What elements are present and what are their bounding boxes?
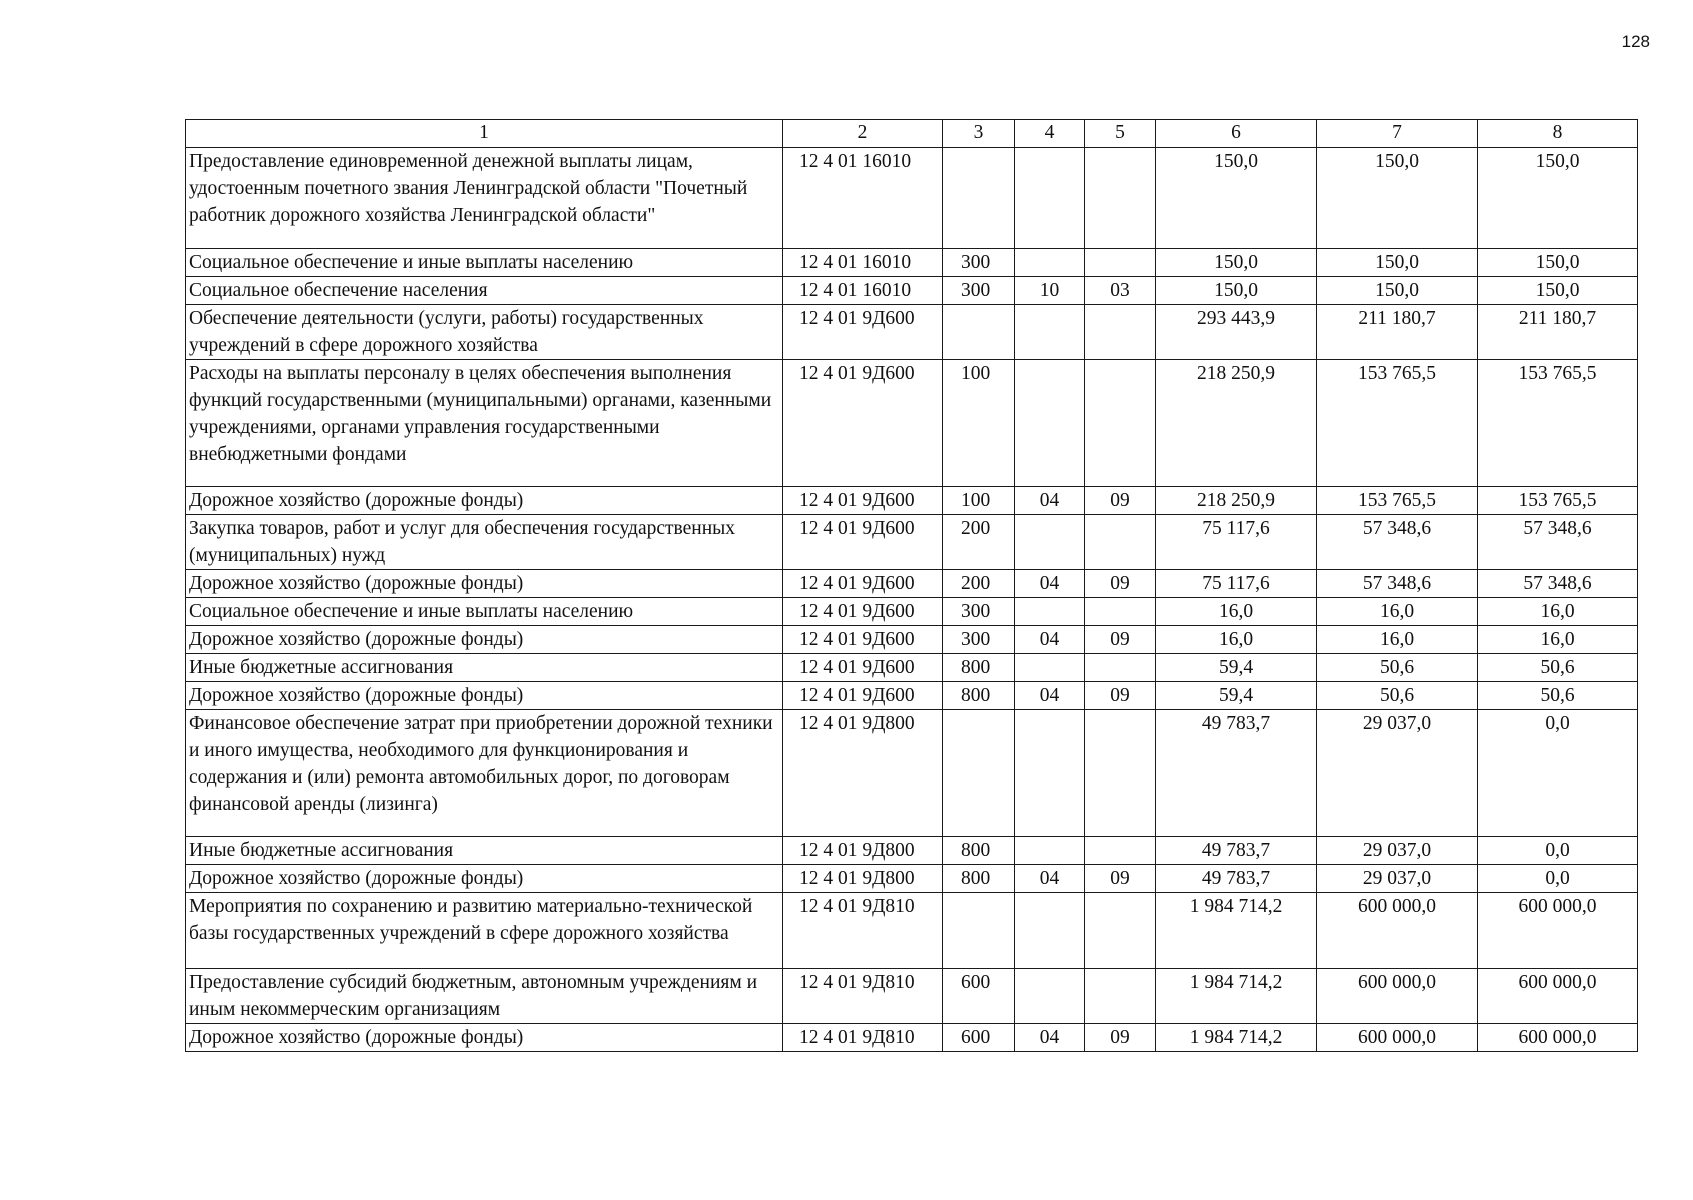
table-row	[186, 305, 1638, 360]
row-expense-type-cell: 600	[943, 1024, 1015, 1052]
row-section-cell: 04	[1015, 570, 1085, 598]
row-value-7-cell: 16,0	[1317, 626, 1478, 654]
row-value-6-cell: 49 783,7	[1156, 865, 1317, 893]
row-name-cell: Иные бюджетные ассигнования	[186, 654, 783, 682]
row-value-8-cell: 600 000,0	[1478, 1024, 1638, 1052]
row-name-cell: Социальное обеспечение и иные выплаты населению	[186, 598, 783, 626]
table-row	[186, 487, 1638, 515]
row-value-6-cell: 49 783,7	[1156, 710, 1317, 837]
row-subsection-cell	[1085, 598, 1156, 626]
table-row	[186, 682, 1638, 710]
row-subsection-cell: 09	[1085, 1024, 1156, 1052]
row-value-7-cell: 57 348,6	[1317, 515, 1478, 570]
header-cell-2: 2	[783, 120, 943, 148]
table-row	[186, 249, 1638, 277]
row-value-8-cell: 0,0	[1478, 837, 1638, 865]
row-subsection-cell: 09	[1085, 626, 1156, 654]
row-subsection-cell	[1085, 837, 1156, 865]
row-value-7-cell: 29 037,0	[1317, 837, 1478, 865]
row-name-cell: Обеспечение деятельности (услуги, работы) государственных учреждений в сфере дорожного хозяйства	[186, 305, 783, 360]
row-name-cell: Мероприятия по сохранению и развитию материально-технической базы государственных учреждений в сфере дорожного хозяйства	[186, 893, 783, 969]
row-code-cell: 12 4 01 16010	[783, 277, 943, 305]
row-value-6-cell: 49 783,7	[1156, 837, 1317, 865]
header-cell-5: 5	[1085, 120, 1156, 148]
row-value-8-cell: 57 348,6	[1478, 570, 1638, 598]
row-code-cell: 12 4 01 9Д810	[783, 1024, 943, 1052]
row-value-7-cell: 16,0	[1317, 598, 1478, 626]
row-value-8-cell: 57 348,6	[1478, 515, 1638, 570]
header-cell-4: 4	[1015, 120, 1085, 148]
row-expense-type-cell: 300	[943, 277, 1015, 305]
row-value-7-cell: 600 000,0	[1317, 969, 1478, 1024]
row-value-7-cell: 150,0	[1317, 148, 1478, 249]
header-cell-6: 6	[1156, 120, 1317, 148]
row-expense-type-cell: 600	[943, 969, 1015, 1024]
row-section-cell	[1015, 837, 1085, 865]
row-value-8-cell: 150,0	[1478, 277, 1638, 305]
row-section-cell: 04	[1015, 626, 1085, 654]
row-name-cell: Дорожное хозяйство (дорожные фонды)	[186, 626, 783, 654]
row-value-7-cell: 600 000,0	[1317, 1024, 1478, 1052]
row-expense-type-cell: 200	[943, 515, 1015, 570]
row-subsection-cell	[1085, 893, 1156, 969]
row-value-6-cell: 59,4	[1156, 682, 1317, 710]
row-name-cell: Дорожное хозяйство (дорожные фонды)	[186, 682, 783, 710]
row-value-8-cell: 0,0	[1478, 865, 1638, 893]
row-value-7-cell: 211 180,7	[1317, 305, 1478, 360]
row-code-cell: 12 4 01 9Д600	[783, 570, 943, 598]
row-expense-type-cell: 300	[943, 626, 1015, 654]
table-row	[186, 515, 1638, 570]
row-subsection-cell	[1085, 515, 1156, 570]
row-value-8-cell: 16,0	[1478, 598, 1638, 626]
row-expense-type-cell: 300	[943, 598, 1015, 626]
row-section-cell	[1015, 893, 1085, 969]
row-code-cell: 12 4 01 9Д800	[783, 865, 943, 893]
row-value-8-cell: 600 000,0	[1478, 893, 1638, 969]
budget-table	[185, 119, 1638, 1052]
row-code-cell: 12 4 01 16010	[783, 148, 943, 249]
row-code-cell: 12 4 01 9Д800	[783, 837, 943, 865]
row-subsection-cell: 03	[1085, 277, 1156, 305]
row-value-7-cell: 29 037,0	[1317, 865, 1478, 893]
row-expense-type-cell: 800	[943, 654, 1015, 682]
row-subsection-cell	[1085, 148, 1156, 249]
row-value-7-cell: 29 037,0	[1317, 710, 1478, 837]
row-value-8-cell: 211 180,7	[1478, 305, 1638, 360]
row-subsection-cell: 09	[1085, 682, 1156, 710]
table-row	[186, 1024, 1638, 1052]
page-number: 128	[1621, 32, 1650, 51]
row-expense-type-cell: 800	[943, 865, 1015, 893]
row-code-cell: 12 4 01 9Д600	[783, 515, 943, 570]
row-value-8-cell: 150,0	[1478, 249, 1638, 277]
row-name-cell: Закупка товаров, работ и услуг для обеспечения государственных (муниципальных) нужд	[186, 515, 783, 570]
table-row	[186, 837, 1638, 865]
row-expense-type-cell	[943, 305, 1015, 360]
row-code-cell: 12 4 01 9Д600	[783, 305, 943, 360]
row-value-6-cell: 59,4	[1156, 654, 1317, 682]
row-name-cell: Предоставление субсидий бюджетным, автономным учреждениям и иным некоммерческим организациям	[186, 969, 783, 1024]
row-value-6-cell: 150,0	[1156, 148, 1317, 249]
row-expense-type-cell: 100	[943, 360, 1015, 487]
row-code-cell: 12 4 01 9Д600	[783, 360, 943, 487]
table-row	[186, 277, 1638, 305]
row-code-cell: 12 4 01 9Д800	[783, 710, 943, 837]
row-expense-type-cell: 100	[943, 487, 1015, 515]
row-value-6-cell: 1 984 714,2	[1156, 893, 1317, 969]
row-expense-type-cell	[943, 710, 1015, 837]
row-value-8-cell: 600 000,0	[1478, 969, 1638, 1024]
row-value-7-cell: 50,6	[1317, 654, 1478, 682]
row-code-cell: 12 4 01 9Д600	[783, 654, 943, 682]
row-value-7-cell: 153 765,5	[1317, 487, 1478, 515]
row-section-cell: 04	[1015, 865, 1085, 893]
row-section-cell: 04	[1015, 1024, 1085, 1052]
row-value-6-cell: 1 984 714,2	[1156, 1024, 1317, 1052]
row-subsection-cell: 09	[1085, 865, 1156, 893]
row-section-cell	[1015, 305, 1085, 360]
row-expense-type-cell: 800	[943, 837, 1015, 865]
row-name-cell: Дорожное хозяйство (дорожные фонды)	[186, 1024, 783, 1052]
table-row	[186, 626, 1638, 654]
row-value-6-cell: 75 117,6	[1156, 570, 1317, 598]
row-value-7-cell: 153 765,5	[1317, 360, 1478, 487]
row-value-8-cell: 50,6	[1478, 682, 1638, 710]
table-row	[186, 654, 1638, 682]
row-value-7-cell: 50,6	[1317, 682, 1478, 710]
row-value-6-cell: 75 117,6	[1156, 515, 1317, 570]
table-row	[186, 360, 1638, 487]
table-row	[186, 710, 1638, 837]
header-cell-3: 3	[943, 120, 1015, 148]
row-name-cell: Расходы на выплаты персоналу в целях обеспечения выполнения функций государственными (муниципальными) органами, казенными учреждениями, органами управления государственными внебюджетными фондами	[186, 360, 783, 487]
row-code-cell: 12 4 01 9Д600	[783, 682, 943, 710]
table-row	[186, 148, 1638, 249]
table-row	[186, 598, 1638, 626]
row-value-8-cell: 50,6	[1478, 654, 1638, 682]
row-value-8-cell: 150,0	[1478, 148, 1638, 249]
row-subsection-cell: 09	[1085, 570, 1156, 598]
row-value-8-cell: 153 765,5	[1478, 360, 1638, 487]
row-subsection-cell	[1085, 360, 1156, 487]
row-section-cell	[1015, 598, 1085, 626]
row-expense-type-cell: 200	[943, 570, 1015, 598]
row-value-6-cell: 150,0	[1156, 249, 1317, 277]
row-value-6-cell: 1 984 714,2	[1156, 969, 1317, 1024]
row-subsection-cell	[1085, 710, 1156, 837]
header-cell-7: 7	[1317, 120, 1478, 148]
row-name-cell: Дорожное хозяйство (дорожные фонды)	[186, 570, 783, 598]
row-subsection-cell	[1085, 305, 1156, 360]
table-row	[186, 865, 1638, 893]
header-cell-8: 8	[1478, 120, 1638, 148]
row-value-7-cell: 150,0	[1317, 249, 1478, 277]
row-name-cell: Дорожное хозяйство (дорожные фонды)	[186, 865, 783, 893]
table-row	[186, 570, 1638, 598]
row-code-cell: 12 4 01 9Д600	[783, 598, 943, 626]
row-subsection-cell: 09	[1085, 487, 1156, 515]
row-value-8-cell: 16,0	[1478, 626, 1638, 654]
row-section-cell: 04	[1015, 682, 1085, 710]
row-value-8-cell: 0,0	[1478, 710, 1638, 837]
row-expense-type-cell: 300	[943, 249, 1015, 277]
row-section-cell	[1015, 969, 1085, 1024]
row-value-7-cell: 150,0	[1317, 277, 1478, 305]
row-value-6-cell: 218 250,9	[1156, 360, 1317, 487]
row-code-cell: 12 4 01 9Д810	[783, 893, 943, 969]
row-section-cell	[1015, 249, 1085, 277]
row-code-cell: 12 4 01 9Д810	[783, 969, 943, 1024]
row-section-cell	[1015, 515, 1085, 570]
row-name-cell: Предоставление единовременной денежной выплаты лицам, удостоенным почетного звания Ленинградской области "Почетный работник дорожного хозяйства Ленинградской области"	[186, 148, 783, 249]
row-section-cell	[1015, 710, 1085, 837]
row-expense-type-cell	[943, 893, 1015, 969]
row-value-6-cell: 16,0	[1156, 598, 1317, 626]
row-name-cell: Дорожное хозяйство (дорожные фонды)	[186, 487, 783, 515]
row-value-7-cell: 57 348,6	[1317, 570, 1478, 598]
row-name-cell: Социальное обеспечение и иные выплаты населению	[186, 249, 783, 277]
row-expense-type-cell: 800	[943, 682, 1015, 710]
row-subsection-cell	[1085, 969, 1156, 1024]
table-row	[186, 893, 1638, 969]
header-cell-1: 1	[186, 120, 783, 148]
row-subsection-cell	[1085, 249, 1156, 277]
row-section-cell: 04	[1015, 487, 1085, 515]
row-name-cell: Социальное обеспечение населения	[186, 277, 783, 305]
row-section-cell	[1015, 654, 1085, 682]
row-code-cell: 12 4 01 9Д600	[783, 626, 943, 654]
row-value-6-cell: 16,0	[1156, 626, 1317, 654]
row-subsection-cell	[1085, 654, 1156, 682]
row-value-6-cell: 150,0	[1156, 277, 1317, 305]
row-section-cell	[1015, 148, 1085, 249]
row-code-cell: 12 4 01 16010	[783, 249, 943, 277]
table-header-row	[186, 120, 1638, 148]
row-name-cell: Финансовое обеспечение затрат при приобретении дорожной техники и иного имущества, необходимого для функционирования и содержания и (или) ремонта автомобильных дорог, по договорам финансовой аренды (лизинга)	[186, 710, 783, 837]
row-value-6-cell: 293 443,9	[1156, 305, 1317, 360]
row-section-cell: 10	[1015, 277, 1085, 305]
row-value-7-cell: 600 000,0	[1317, 893, 1478, 969]
row-expense-type-cell	[943, 148, 1015, 249]
row-name-cell: Иные бюджетные ассигнования	[186, 837, 783, 865]
row-section-cell	[1015, 360, 1085, 487]
row-code-cell: 12 4 01 9Д600	[783, 487, 943, 515]
table-row	[186, 969, 1638, 1024]
row-value-6-cell: 218 250,9	[1156, 487, 1317, 515]
row-value-8-cell: 153 765,5	[1478, 487, 1638, 515]
